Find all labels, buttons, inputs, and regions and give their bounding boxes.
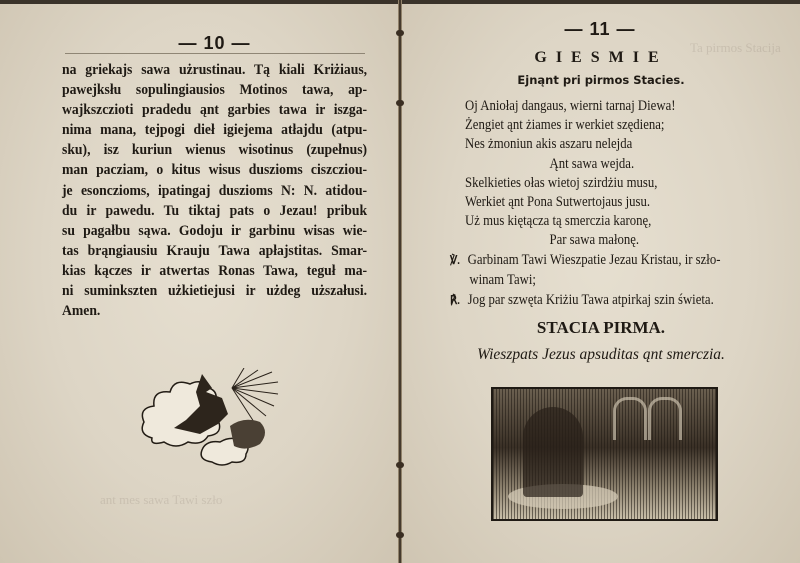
text-line: kias kączes ir atwertas Ronas Tawa, teguł ma- xyxy=(62,261,368,279)
text-line: pawejksłu sopulingiausios Motinos tawa, ap- xyxy=(62,81,368,99)
versicle-response xyxy=(450,250,720,310)
hymn-subtitle: Ejnąnt pri pirmos Stacies. xyxy=(517,73,685,87)
bleed-through-text: Ta pirmos Stacija xyxy=(690,40,781,55)
page-number-left: — 10 — xyxy=(178,33,251,53)
text-line: ni suminkszten użkietiejusi ir użdeg uższałusi. xyxy=(62,282,368,300)
engraving-illustration xyxy=(491,387,718,521)
binding-stitch xyxy=(396,30,404,36)
text-line: na griekajs sawa użrustinau. Tą kiali Kriżiaus, xyxy=(62,61,368,78)
arch-detail xyxy=(648,397,682,440)
binding-stitch xyxy=(396,532,404,538)
verse-line: Skelkieties ołas wietoj szirdżiu musu, xyxy=(465,174,658,191)
versicle-text: Garbinam Tawi Wieszpatie Jezau Kristau, ir szło- xyxy=(467,252,721,268)
binding-stitch xyxy=(396,462,404,468)
versicle-symbol: ℣. xyxy=(450,253,460,267)
station-title: STACIA PIRMA. xyxy=(536,318,666,337)
verse-line: Uż mus kiętącza tą smerczia karonę, xyxy=(465,213,652,230)
text-line: man pacziam, o kitus wisus duszioms ciszcziou- xyxy=(62,161,368,179)
versicle-continuation: winam Tawi; xyxy=(469,272,536,288)
text-line: Amen. xyxy=(62,302,101,320)
verse-line: Werkiet ąnt Pona Sutwertojaus jusu. xyxy=(465,194,651,211)
response-symbol: ℟. xyxy=(450,293,460,307)
page-number-right: — 11 — xyxy=(564,19,636,39)
text-line: je esonczioms, ipatingaj duszioms N: N. atidou- xyxy=(62,181,368,199)
throne-figure xyxy=(523,407,583,497)
hymn-verses xyxy=(465,97,675,251)
text-line: du ir pawedu. Tu tiktaj pats o Jezau! pribuk xyxy=(62,201,368,219)
text-line: nima mana, tejpogi dieł igiejema atłajdu (atpu- xyxy=(62,121,368,139)
verse-line: Ąnt sawa wejda. xyxy=(549,155,635,172)
versicle xyxy=(450,250,720,270)
binding-stitch xyxy=(396,100,404,106)
verse-line: Nes żmoniun akis aszaru nelejda xyxy=(465,136,633,153)
response xyxy=(450,290,720,310)
header-rule-left xyxy=(65,53,365,54)
verse-line: Oj Aniołaj dangaus, wierni tarnaj Diewa! xyxy=(465,98,676,114)
text-line: su pagałbu sąwa. Godoju ir garbinu wisas wie- xyxy=(62,221,368,239)
verse-line: Żengiet ąnt żiames ir werkiet szędiena; xyxy=(465,117,665,134)
response-text: Jog par szwęta Kriżiu Tawa atpirkaj szin świeta. xyxy=(467,292,714,308)
angel-vignette-icon xyxy=(132,368,280,466)
verse-line: Par sawa małonę. xyxy=(549,232,640,249)
text-line: wajkszczioti pradedu ąnt garbies tawa ir iszga- xyxy=(62,101,368,119)
hymn-title: GIESMIE xyxy=(534,49,668,66)
arch-detail xyxy=(613,397,647,440)
station-subtitle: Wieszpats Jezus apsuditas ąnt smerczia. xyxy=(477,346,725,363)
text-line: tas brąngiausiu Krauju Tawa apłajstitas. Smar- xyxy=(62,241,368,259)
bleed-through-text: ant mes sawa Tawi szło xyxy=(100,492,223,507)
text-line: sku), isz kuriun wienus wisotinus (zupełnus) xyxy=(62,141,368,159)
prayer-text xyxy=(62,60,368,321)
